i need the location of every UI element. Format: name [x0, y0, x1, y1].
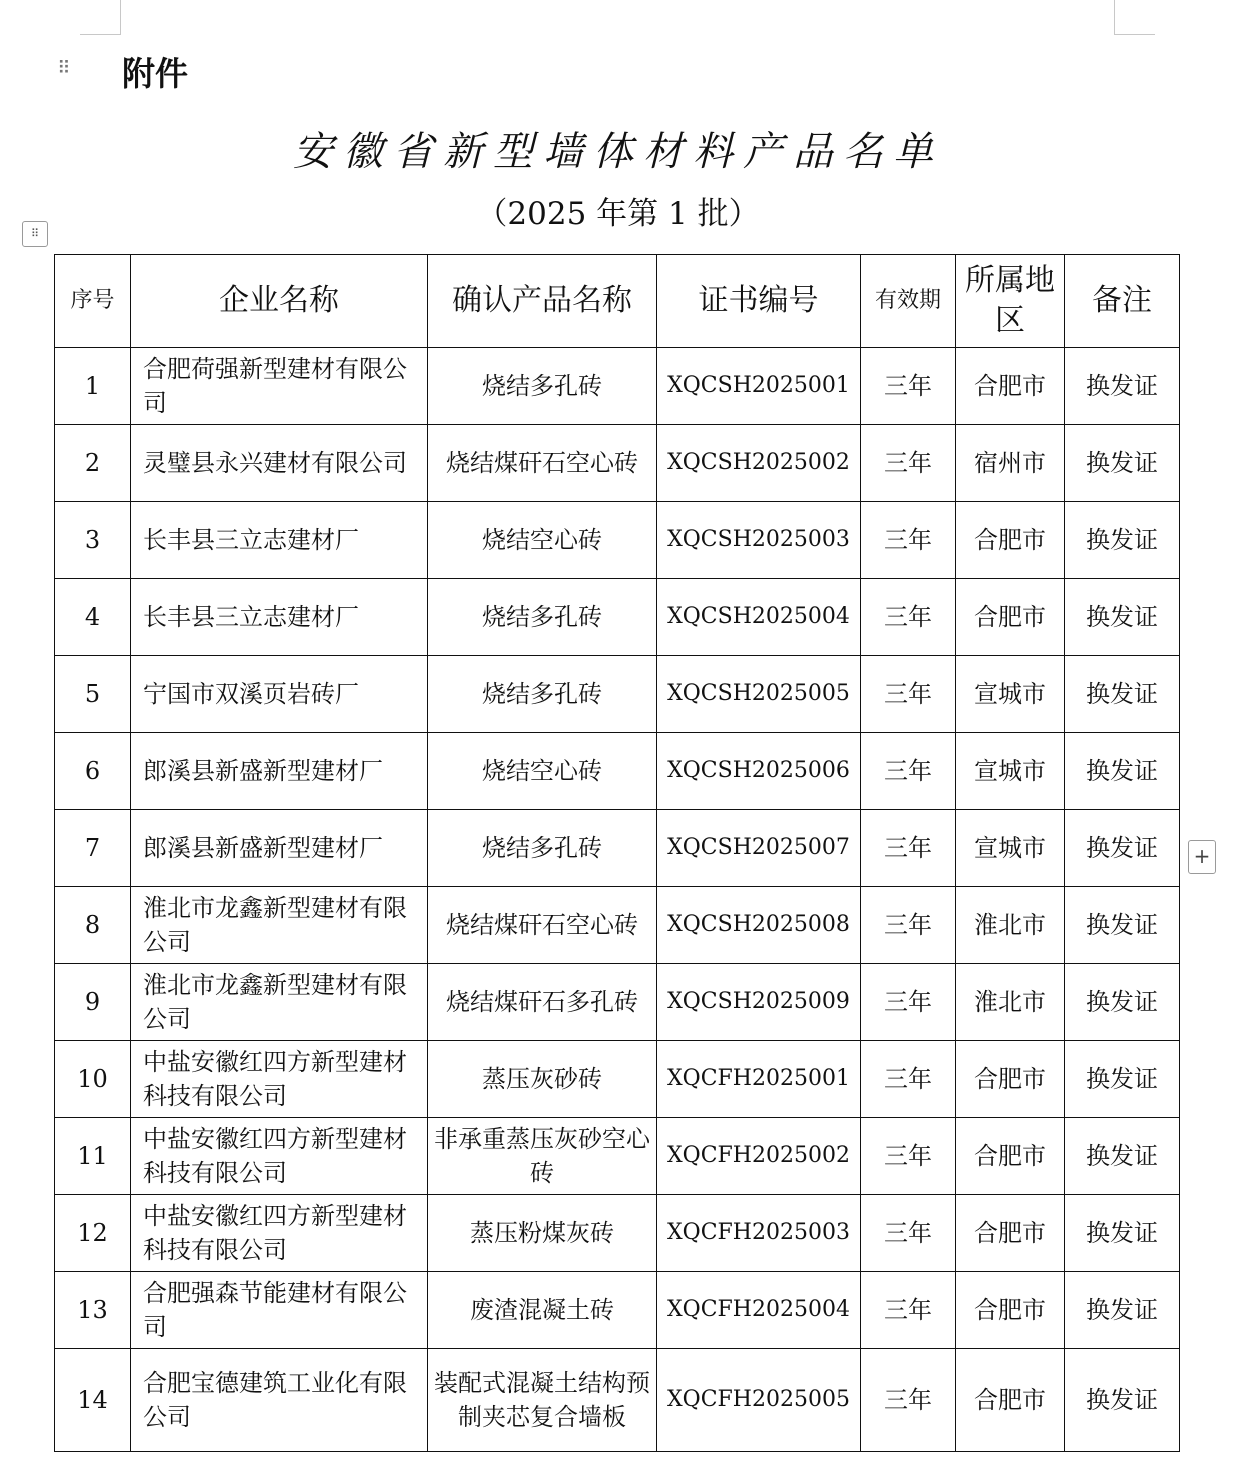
cell-remark[interactable]: 换发证 [1065, 887, 1180, 964]
table-row [55, 1041, 1180, 1118]
cell-seq[interactable]: 7 [55, 810, 131, 887]
cell-validity[interactable]: 三年 [861, 1349, 956, 1452]
cell-seq[interactable]: 10 [55, 1041, 131, 1118]
cell-seq[interactable]: 6 [55, 733, 131, 810]
cell-validity[interactable]: 三年 [861, 425, 956, 502]
table-row [55, 733, 1180, 810]
cell-company[interactable]: 淮北市龙鑫新型建材有限公司 [131, 887, 428, 964]
table-row [55, 579, 1180, 656]
cell-company[interactable]: 淮北市龙鑫新型建材有限公司 [131, 964, 428, 1041]
cell-cert[interactable]: XQCFH2025005 [657, 1349, 861, 1452]
cell-validity[interactable]: 三年 [861, 1195, 956, 1272]
cell-company[interactable]: 合肥强森节能建材有限公司 [131, 1272, 428, 1349]
table-row [55, 1118, 1180, 1195]
cell-company[interactable]: 合肥荷强新型建材有限公司 [131, 348, 428, 425]
cell-validity[interactable]: 三年 [861, 656, 956, 733]
cell-region[interactable]: 合肥市 [956, 1195, 1065, 1272]
header-company: 企业名称 [131, 255, 428, 348]
cell-validity[interactable]: 三年 [861, 810, 956, 887]
cell-company[interactable]: 中盐安徽红四方新型建材科技有限公司 [131, 1041, 428, 1118]
page-corner-mark-top-right [1114, 0, 1155, 35]
document-title: 安徽省新型墙体材料产品名单 [293, 129, 943, 175]
cell-company[interactable]: 郎溪县新盛新型建材厂 [131, 810, 428, 887]
cell-product[interactable]: 烧结空心砖 [428, 502, 657, 579]
cell-remark[interactable]: 换发证 [1065, 810, 1180, 887]
table-move-icon[interactable]: ⠿ [22, 221, 48, 247]
cell-product[interactable]: 废渣混凝土砖 [428, 1272, 657, 1349]
cell-company[interactable]: 中盐安徽红四方新型建材科技有限公司 [131, 1118, 428, 1195]
cell-validity[interactable]: 三年 [861, 733, 956, 810]
cell-seq[interactable]: 2 [55, 425, 131, 502]
table-row [55, 964, 1180, 1041]
cell-remark[interactable]: 换发证 [1065, 502, 1180, 579]
cell-cert[interactable]: XQCSH2025008 [657, 887, 861, 964]
cell-cert[interactable]: XQCSH2025009 [657, 964, 861, 1041]
cell-seq[interactable]: 5 [55, 656, 131, 733]
table-row [55, 1349, 1180, 1452]
table-row [55, 1195, 1180, 1272]
cell-region[interactable]: 合肥市 [956, 1041, 1065, 1118]
header-cert: 证书编号 [657, 255, 861, 348]
cell-validity[interactable]: 三年 [861, 964, 956, 1041]
table-row [55, 887, 1180, 964]
cell-cert[interactable]: XQCSH2025006 [657, 733, 861, 810]
table-header-row [55, 255, 1180, 348]
cell-product[interactable]: 烧结多孔砖 [428, 656, 657, 733]
cell-company[interactable]: 中盐安徽红四方新型建材科技有限公司 [131, 1195, 428, 1272]
cell-remark[interactable]: 换发证 [1065, 579, 1180, 656]
header-region: 所属地区 [956, 255, 1065, 348]
cell-remark[interactable]: 换发证 [1065, 733, 1180, 810]
cell-company[interactable]: 长丰县三立志建材厂 [131, 502, 428, 579]
cell-cert[interactable]: XQCSH2025005 [657, 656, 861, 733]
cell-cert[interactable]: XQCSH2025001 [657, 348, 861, 425]
cell-region[interactable]: 合肥市 [956, 579, 1065, 656]
cell-seq[interactable]: 8 [55, 887, 131, 964]
cell-cert[interactable]: XQCFH2025003 [657, 1195, 861, 1272]
cell-validity[interactable]: 三年 [861, 1118, 956, 1195]
table-row [55, 425, 1180, 502]
cell-validity[interactable]: 三年 [861, 502, 956, 579]
cell-product[interactable]: 非承重蒸压灰砂空心砖 [428, 1118, 657, 1195]
cell-company[interactable]: 宁国市双溪页岩砖厂 [131, 656, 428, 733]
header-seq: 序号 [55, 255, 131, 348]
cell-region[interactable]: 宣城市 [956, 810, 1065, 887]
cell-remark[interactable]: 换发证 [1065, 1118, 1180, 1195]
table-row [55, 348, 1180, 425]
cell-cert[interactable]: XQCSH2025004 [657, 579, 861, 656]
cell-seq[interactable]: 13 [55, 1272, 131, 1349]
cell-remark[interactable]: 换发证 [1065, 1041, 1180, 1118]
cell-remark[interactable]: 换发证 [1065, 1272, 1180, 1349]
table-row [55, 656, 1180, 733]
cell-product[interactable]: 烧结空心砖 [428, 733, 657, 810]
cell-company[interactable]: 合肥宝德建筑工业化有限公司 [131, 1349, 428, 1452]
cell-cert[interactable]: XQCSH2025007 [657, 810, 861, 887]
cell-region[interactable]: 合肥市 [956, 1349, 1065, 1452]
cell-validity[interactable]: 三年 [861, 1041, 956, 1118]
cell-region[interactable]: 淮北市 [956, 887, 1065, 964]
cell-cert[interactable]: XQCSH2025003 [657, 502, 861, 579]
cell-region[interactable]: 合肥市 [956, 1118, 1065, 1195]
cell-seq[interactable]: 9 [55, 964, 131, 1041]
header-product: 确认产品名称 [428, 255, 657, 348]
cell-seq[interactable]: 14 [55, 1349, 131, 1452]
product-table [54, 254, 1180, 1452]
attachment-label: 附件 [122, 54, 188, 93]
cell-region[interactable]: 合肥市 [956, 348, 1065, 425]
cell-remark[interactable]: 换发证 [1065, 656, 1180, 733]
cell-product[interactable]: 烧结多孔砖 [428, 348, 657, 425]
cell-remark[interactable]: 换发证 [1065, 1195, 1180, 1272]
cell-product[interactable]: 蒸压灰砂砖 [428, 1041, 657, 1118]
cell-product[interactable]: 烧结多孔砖 [428, 810, 657, 887]
document-subtitle: （2025 年第 1 批） [476, 196, 760, 232]
cell-product[interactable]: 烧结煤矸石空心砖 [428, 887, 657, 964]
cell-seq[interactable]: 12 [55, 1195, 131, 1272]
cell-product[interactable]: 装配式混凝土结构预制夹芯复合墙板 [428, 1349, 657, 1452]
cell-remark[interactable]: 换发证 [1065, 425, 1180, 502]
header-validity: 有效期 [861, 255, 956, 348]
cell-cert[interactable]: XQCSH2025002 [657, 425, 861, 502]
cell-validity[interactable]: 三年 [861, 348, 956, 425]
plus-icon[interactable]: + [1188, 840, 1216, 874]
cell-cert[interactable]: XQCFH2025001 [657, 1041, 861, 1118]
cell-product[interactable]: 蒸压粉煤灰砖 [428, 1195, 657, 1272]
cell-seq[interactable]: 11 [55, 1118, 131, 1195]
cell-region[interactable]: 宣城市 [956, 733, 1065, 810]
cell-validity[interactable]: 三年 [861, 579, 956, 656]
drag-handle-icon[interactable]: ⠿ [57, 58, 71, 79]
cell-remark[interactable]: 换发证 [1065, 1349, 1180, 1452]
cell-remark[interactable]: 换发证 [1065, 348, 1180, 425]
cell-remark[interactable]: 换发证 [1065, 964, 1180, 1041]
cell-validity[interactable]: 三年 [861, 1272, 956, 1349]
table-row [55, 502, 1180, 579]
cell-region[interactable]: 合肥市 [956, 502, 1065, 579]
cell-product[interactable]: 烧结多孔砖 [428, 579, 657, 656]
cell-region[interactable]: 淮北市 [956, 964, 1065, 1041]
cell-seq[interactable]: 1 [55, 348, 131, 425]
table-row [55, 810, 1180, 887]
cell-seq[interactable]: 4 [55, 579, 131, 656]
cell-company[interactable]: 长丰县三立志建材厂 [131, 579, 428, 656]
cell-region[interactable]: 合肥市 [956, 1272, 1065, 1349]
cell-region[interactable]: 宣城市 [956, 656, 1065, 733]
cell-cert[interactable]: XQCFH2025002 [657, 1118, 861, 1195]
cell-validity[interactable]: 三年 [861, 887, 956, 964]
cell-cert[interactable]: XQCFH2025004 [657, 1272, 861, 1349]
table-row [55, 1272, 1180, 1349]
cell-product[interactable]: 烧结煤矸石多孔砖 [428, 964, 657, 1041]
cell-company[interactable]: 灵璧县永兴建材有限公司 [131, 425, 428, 502]
page-corner-mark-top-left [80, 0, 121, 35]
cell-product[interactable]: 烧结煤矸石空心砖 [428, 425, 657, 502]
header-remark: 备注 [1065, 255, 1180, 348]
cell-company[interactable]: 郎溪县新盛新型建材厂 [131, 733, 428, 810]
cell-region[interactable]: 宿州市 [956, 425, 1065, 502]
cell-seq[interactable]: 3 [55, 502, 131, 579]
